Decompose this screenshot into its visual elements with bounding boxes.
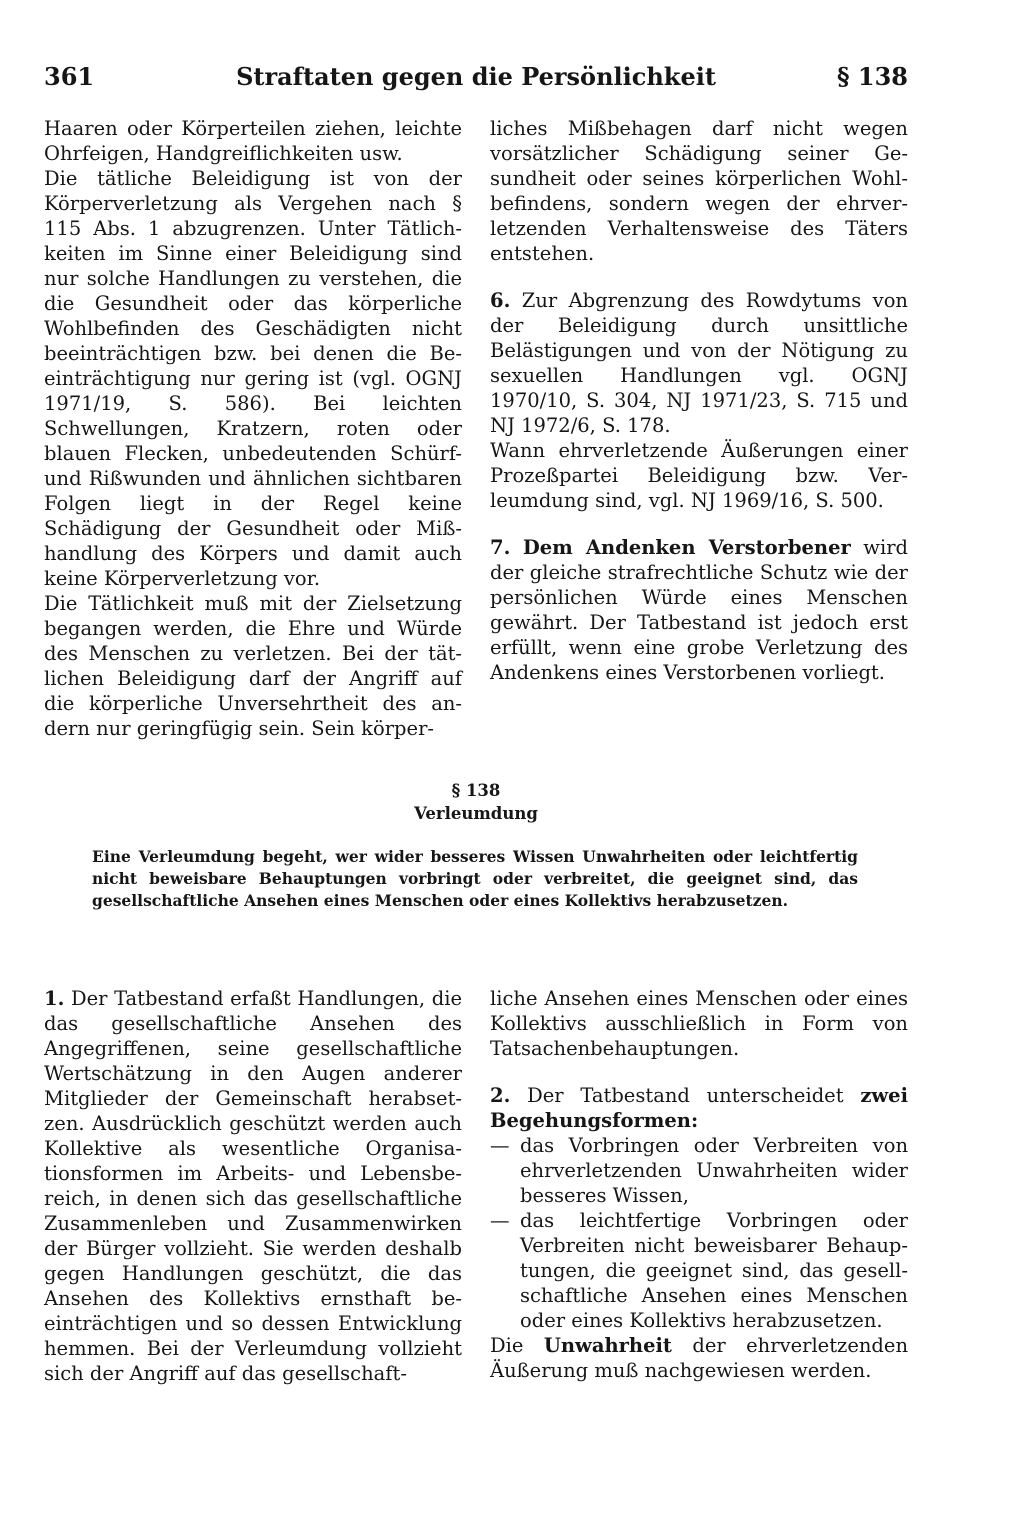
paragraph-continuation: Haaren oder Körperteilen ziehen, leichte Ohrfeigen, Handgreiflichkeiten usw. (44, 117, 462, 165)
paragraph-tatliche-beleidigung: Die tätliche Beleidigung ist von der Körperverletzung als Vergehen nach § 115 Abs. 1 abzugrenzen. Unter Tätlichkeiten im Sinne einer Beleidigung sind nur solche Handlungen zu verstehen, die die Gesundheit oder das körperliche Wohlbefinden des Geschädigten nicht beeinträchtigen bzw. bei denen die Beeinträchtigung nur gering ist (vgl. OGNJ 1971/19, S. 586). Bei leichten Schwellungen, Kratzern, roten oder blauen Flecken, unbedeutenden Schürf- und Rißwunden und ähnlichen sichtbaren Folgen liegt in der Regel keine Schädigung der Gesundheit oder Mißhandlung des Körpers und damit auch keine Körperverletzung vor. (44, 167, 462, 590)
note-6-continuation: Wann ehrverletzende Äußerungen einer Prozeßpartei Beleidigung bzw. Verleumdung sind, vgl. NJ 1969/16, S. 500. (490, 439, 908, 512)
section-reference: § 138 (836, 62, 908, 91)
note-text: Der Tatbestand erfaßt Handlungen, die das gesellschaftliche Ansehen des Angegriffenen, seine gesellschaftliche Wertschätzung in den Augen anderer Mitglieder der Gemeinschaft herabsetzen. Ausdrücklich geschützt werden auch Kollektive als wesentliche Organisationsformen im Arbeits- und Lebensbereich, in denen sich das gesellschaftliche Zusammenleben und Zusammenwirken der Bürger vollzieht. Sie werden deshalb gegen Handlungen geschützt, die das Ansehen des Kollektivs ernsthaft beeinträchtigen und so dessen Entwicklung hemmen. Bei der Verleumdung vollzieht sich der Angriff auf das gesellschaft- (44, 987, 462, 1385)
note-number: 2. (490, 1084, 511, 1107)
note-text: Der Tatbestand unterscheidet (527, 1084, 861, 1107)
top-left-column (44, 116, 462, 741)
running-head (44, 60, 908, 94)
note-2-closing (490, 1333, 908, 1383)
note-number: 6. (490, 289, 511, 312)
note-number: 7. (490, 536, 511, 559)
dash-list (490, 1133, 908, 1333)
list-item: — das leichtfertige Vorbringen oder Verbreiten nicht beweisbarer Behauptungen, die geeignet sind, das gesellschaftliche Ansehen eines Menschen oder eines Kollektivs herabzusetzen. (490, 1208, 908, 1333)
note-text: wird der gleiche strafrechtliche Schutz wie der persönlichen Würde eines Menschen gewährt. Der Tatbestand ist jedoch erst erfüllt, wenn eine grobe Verletzung des Andenkens eines Verstorbenen vorliegt. (490, 536, 909, 684)
note-number: 1. (44, 987, 65, 1010)
paragraph-continuation: liche Ansehen eines Menschen oder eines Kollektivs ausschließlich in Form von Tatsachenbehauptungen. (490, 987, 908, 1060)
page-number: 361 (44, 62, 95, 91)
bottom-left-column (44, 986, 462, 1386)
note-bold-term: zwei Begehungsformen: (490, 1084, 908, 1132)
note-text: Zur Abgrenzung des Rowdytums von der Beleidigung durch unsittliche Belästigungen und von der Nötigung zu sexuellen Handlungen vgl. OGNJ 1970/10, S. 304, NJ 1971/23, S. 715 und NJ 1972/6, S. 178. (490, 289, 908, 437)
note-7 (490, 535, 908, 685)
closing-prefix: Die (490, 1334, 544, 1357)
top-right-column (490, 116, 908, 685)
note-6 (490, 288, 908, 438)
list-item: — das Vorbringen oder Verbreiten von ehrverletzenden Unwahrheiten wider besseres Wissen, (490, 1133, 908, 1208)
note-1 (44, 986, 462, 1386)
closing-suffix: der ehrverletzenden Äußerung muß nachgewiesen werden. (490, 1334, 909, 1382)
section-number: § 138 (451, 781, 501, 800)
note-bold-lead: Dem Andenken Verstorbener (522, 536, 851, 559)
bottom-right-column (490, 986, 908, 1383)
closing-bold: Unwahrheit (543, 1334, 672, 1357)
paragraph-continuation: liches Mißbehagen darf nicht wegen vorsätzlicher Schädigung seiner Gesundheit oder seines körperlichen Wohlbefindens, sondern wegen der ehrverletzenden Verhaltensweise des Täters entstehen. (490, 117, 908, 265)
note-2 (490, 1083, 908, 1133)
section-title: Verleumdung (414, 804, 538, 823)
statute-text: Eine Verleumdung begeht, wer wider besseres Wissen Unwahrheiten oder leichtfertig nicht beweisbare Behauptungen vorbringt oder verbreitet, die geeignet sind, das gesellschaftliche Ansehen eines Menschen oder eines Kollektivs herabzusetzen. (92, 847, 858, 910)
chapter-title: Straftaten gegen die Persönlichkeit (236, 62, 716, 91)
paragraph-tatlichkeit-zielsetzung: Die Tätlichkeit muß mit der Zielsetzung begangen werden, die Ehre und Würde des Menschen zu verletzen. Bei der tätlichen Beleidigung darf der Angriff auf die körperliche Unversehrtheit des andern nur geringfügig sein. Sein körper- (44, 592, 462, 740)
